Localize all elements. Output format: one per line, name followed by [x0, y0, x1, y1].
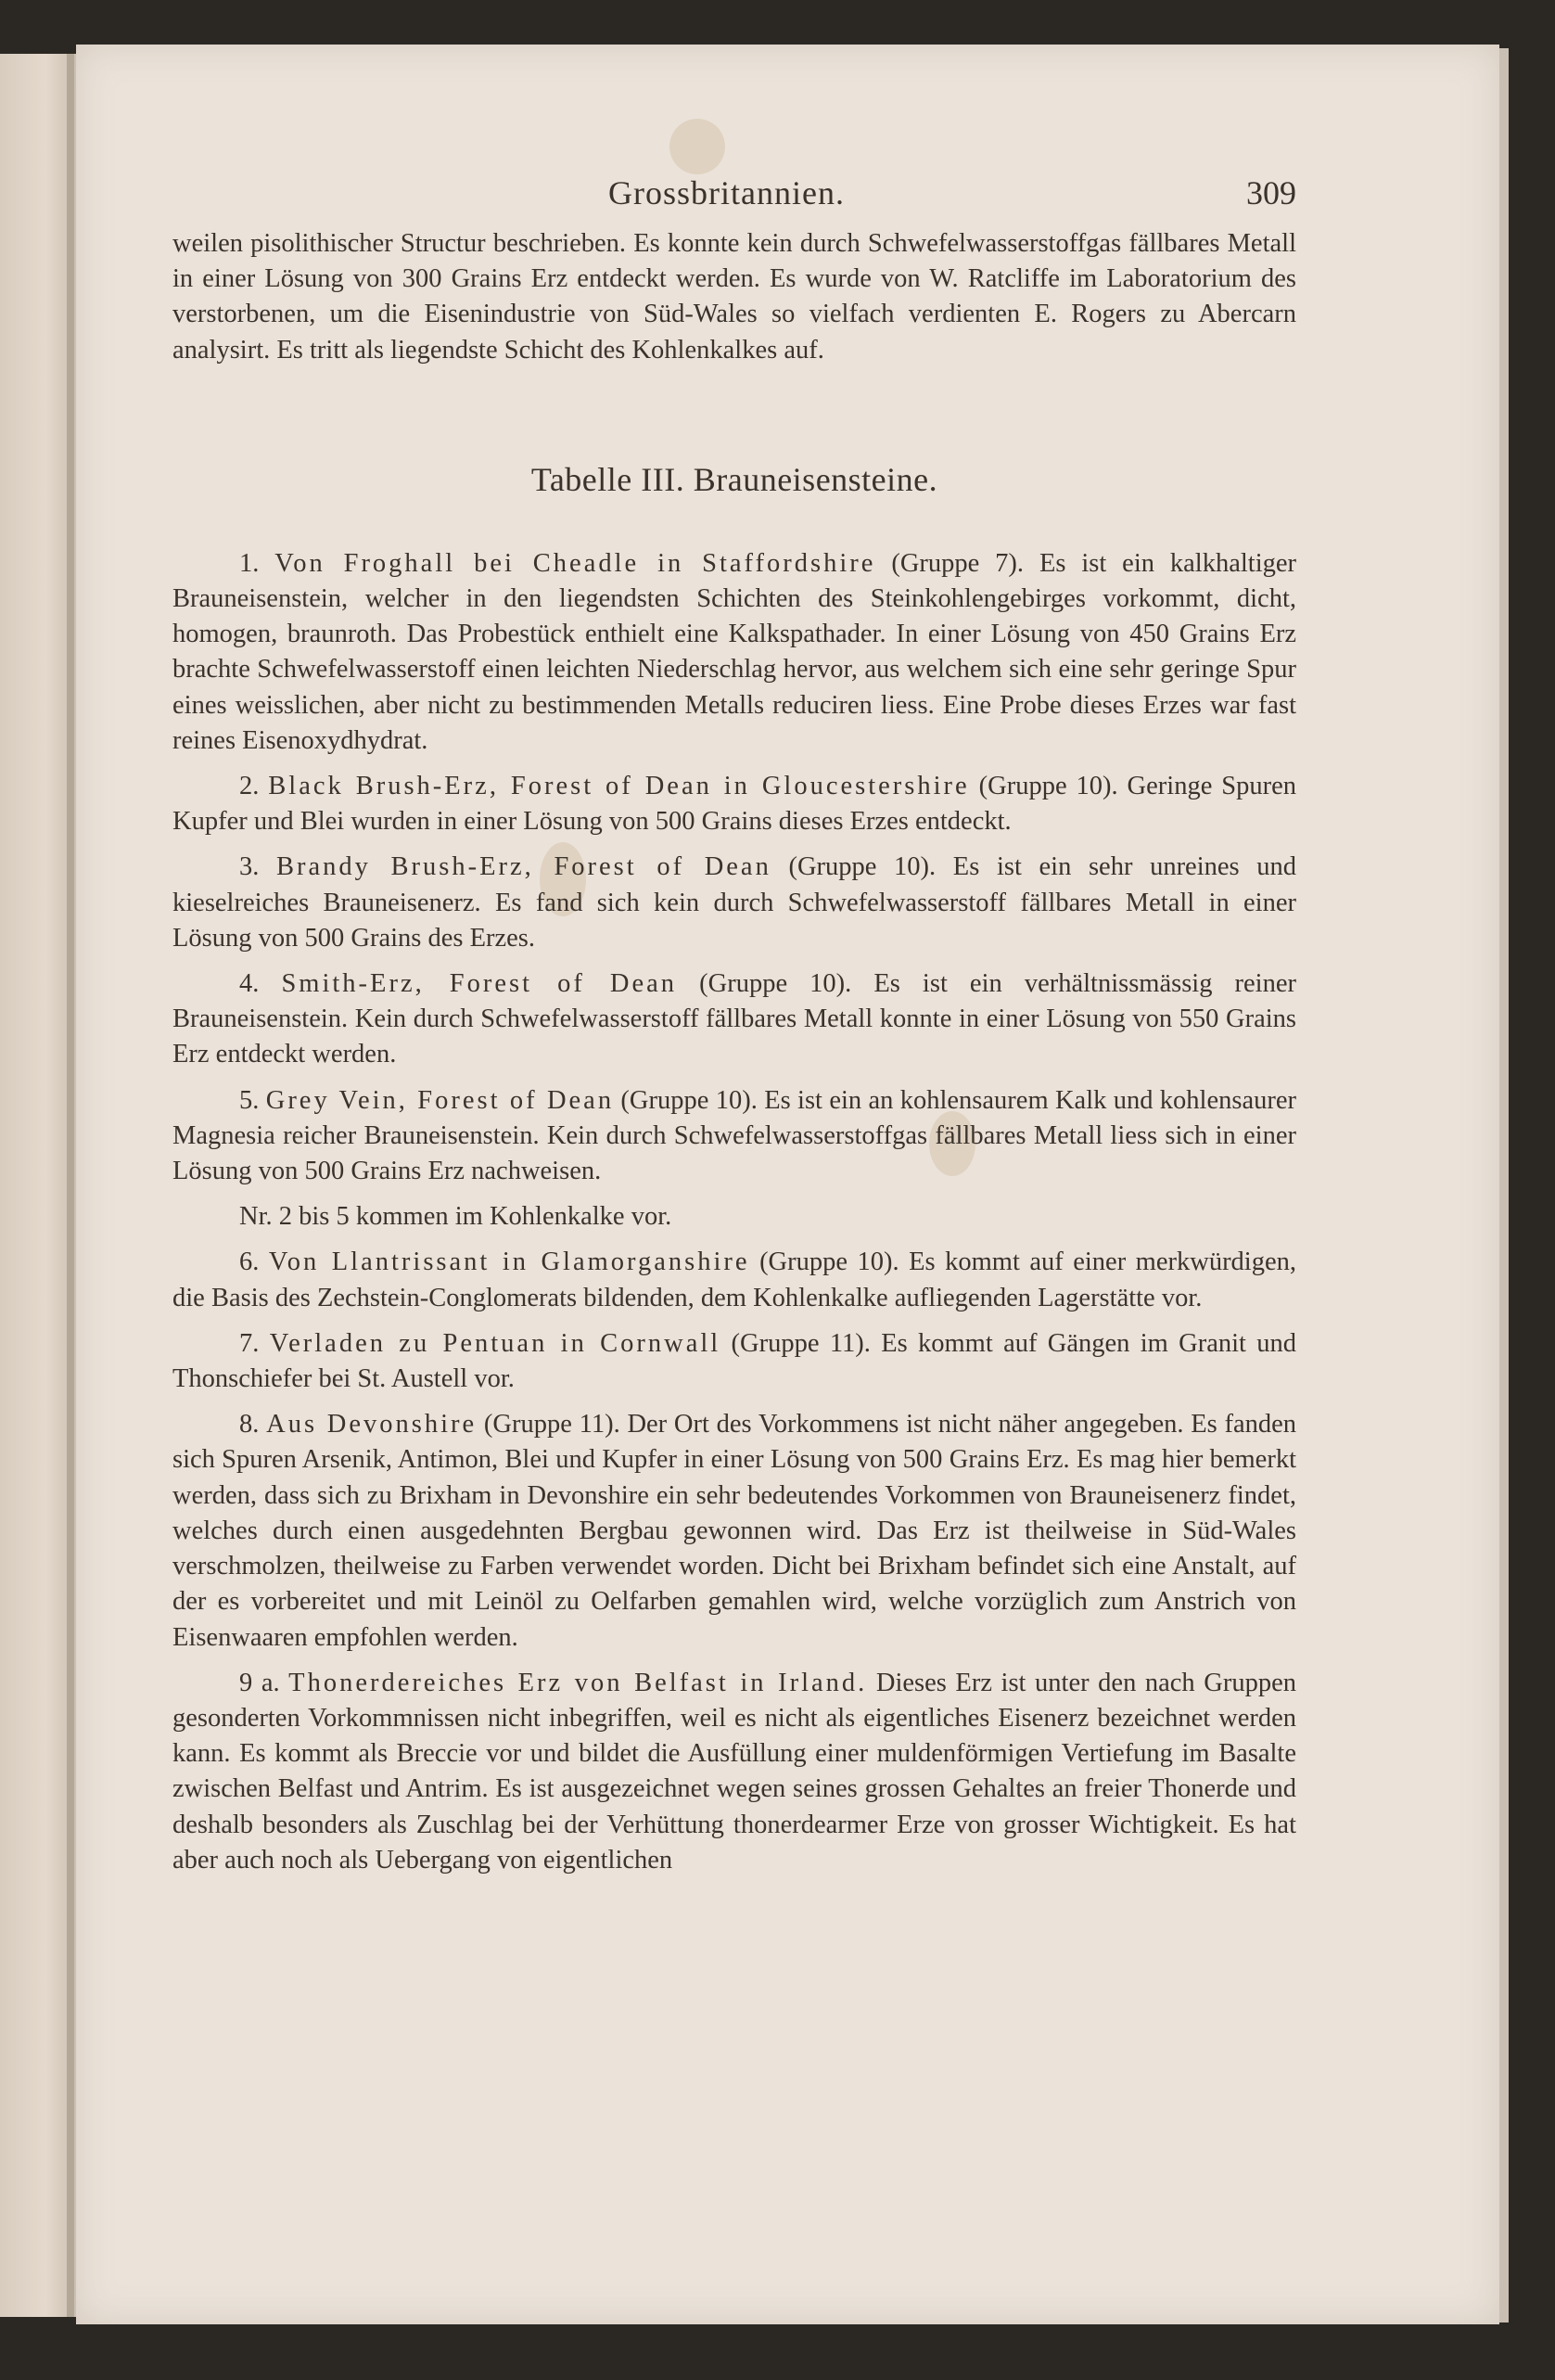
entry-list-2 [172, 1245, 1296, 1877]
entry-text: (Gruppe 10). Es ist ein sehr unreines und kieselreiches Brauneisenerz. Es fand sich kein durch Schwefelwasserstoff fällbares Metall in einer Lösung von 500 Grains des Erzes. [172, 852, 1297, 953]
page-content [172, 174, 1296, 1878]
entry-number: 6. [239, 1248, 269, 1277]
entry-paragraph [172, 1407, 1296, 1655]
running-title: Grossbritannien. [608, 174, 845, 211]
entry-locality: Smith-Erz, Forest of Dean [281, 969, 678, 999]
entry-number: 8. [239, 1410, 267, 1440]
note-paragraph: Nr. 2 bis 5 kommen im Kohlenkalke vor. [239, 1202, 672, 1232]
entry-paragraph [172, 546, 1296, 759]
entry-text: Dieses Erz ist unter den nach Gruppen gesonderten Vorkommnissen nicht inbegriffen, weil es nicht als eigentliches Eisenerz bezeichnet werden kann. Es kommt als Breccie vor und bildet die Ausfüllung einer muldenförmigen Vertiefung im Basalte zwischen Belfast und Antrim. Es ist ausgezeichnet wegen seines grossen Gehaltes an freier Thonerde und deshalb besonders als Zuschlag bei der Verhüttung thonerdearmer Erze von grosser Wichtigkeit. Es hat aber auch noch als Uebergang von eigentlichen [172, 1668, 1296, 1875]
entry-locality: Thonerdereiches Erz von Belfast in Irland. [288, 1668, 868, 1697]
entry-number: 1. [239, 548, 275, 578]
running-header [172, 174, 1296, 211]
entry-list [172, 546, 1296, 1189]
entry-text: (Gruppe 11). Es kommt auf Gängen im Granit und Thonschiefer bei St. Austell vor. [172, 1328, 1297, 1394]
facing-page-edge [67, 54, 74, 2317]
entry-text: (Gruppe 11). Der Ort des Vorkommens ist nicht näher angegeben. Es fanden sich Spuren Arsenik, Antimon, Blei und Kupfer in einer Lösung von 500 Grains Erz. Es mag hier bemerkt werden, dass sich zu Brixham in Devonshire ein sehr bedeutendes Vorkommen von Brauneisenerz findet, welches durch einen ausgedehnten Bergbau gewonnen wird. Das Erz ist theilweise in Süd-Wales verschmolzen, theilweise zu Farben verwendet worden. Dicht bei Brixham befindet sich eine Anstalt, auf der es vorbereitet und mit Leinöl zu Oelfarben gemahlen wird, welche vorzüglich zum Anstrich von Eisenwaaren empfohlen werden. [172, 1410, 1297, 1652]
entry-paragraph [172, 1083, 1296, 1190]
entry-locality: Grey Vein, Forest of Dean [265, 1085, 615, 1115]
entry-locality: Brandy Brush-Erz, Forest of Dean [276, 852, 771, 882]
entry-paragraph [172, 769, 1296, 839]
entry-locality: Von Llantrissant in Glamorganshire [268, 1248, 750, 1277]
intro-paragraph: weilen pisolithischer Structur beschrieben. Es konnte kein durch Schwefelwasserstoffgas fällbares Metall in einer Lösung von 300 Grains Erz entdeckt werden. Es wurde von W. Ratcliffe im Laboratorium des verstorbenen, um die Eisenindustrie von Süd-Wales so vielfach verdienten E. Rogers zu Abercarn analysirt. Es tritt als liegendste Schicht des Kohlenkalkes auf. [172, 229, 1296, 365]
entry-paragraph [172, 1666, 1296, 1878]
entry-number: 5. [239, 1085, 266, 1115]
entry-text: (Gruppe 10). Es ist ein verhältnissmässig reiner Brauneisenstein. Kein durch Schwefelwasserstoff fällbares Metall konnte in einer Lösung von 550 Grains Erz entdeckt werden. [172, 969, 1296, 1069]
entry-number: 3. [239, 852, 277, 882]
entry-locality: Verladen zu Pentuan in Cornwall [269, 1328, 721, 1358]
entry-locality: Von Froghall bei Cheadle in Staffordshire [274, 548, 876, 578]
entry-number: 7. [239, 1328, 270, 1358]
entry-text: (Gruppe 10). Es ist ein an kohlensaurem Kalk und kohlensaurer Magnesia reicher Brauneisenstein. Kein durch Schwefelwasserstoffgas fällbares Metall liess sich in einer Lösung von 500 Grains Erz nachweisen. [172, 1085, 1296, 1186]
entry-paragraph [172, 1245, 1296, 1315]
entry-text: (Gruppe 10). Geringe Spuren Kupfer und Blei wurden in einer Lösung von 500 Grains dieses Erzes entdeckt. [172, 772, 1296, 837]
entry-paragraph [172, 966, 1296, 1073]
entry-number: 2. [239, 772, 269, 801]
section-title: Tabelle III. Brauneisensteine. [530, 460, 938, 498]
entry-text: (Gruppe 10). Es kommt auf einer merkwürdigen, die Basis des Zechstein-Conglomerats bildenden, dem Kohlenkalke aufliegenden Lagerstätte vor. [172, 1248, 1297, 1312]
page-edge [1499, 48, 1509, 2322]
facing-page [0, 54, 76, 2317]
entry-locality: Black Brush-Erz, Forest of Dean in Gloucestershire [268, 772, 970, 801]
entry-text: (Gruppe 7). Es ist ein kalkhaltiger Brauneisenstein, welcher in den liegendsten Schichten des Steinkohlengebirges vorkommt, dicht, homogen, braunroth. Das Probestück enthielt eine Kalkspathader. In einer Lösung von 450 Grains Erz brachte Schwefelwasserstoff einen leichten Niederschlag hervor, aus welchem sich eine sehr geringe Spur eines weisslichen, aber nicht zu bestimmenden Metalls reduciren liess. Eine Probe dieses Erzes war fast reines Eisenoxydhydrat. [172, 548, 1297, 755]
entry-locality: Aus Devonshire [266, 1410, 478, 1440]
entry-paragraph [172, 850, 1296, 956]
page-number: 309 [1246, 174, 1296, 211]
entry-number: 9 a. [239, 1668, 289, 1697]
paper-stain [669, 119, 725, 174]
entry-number: 4. [239, 969, 282, 999]
entry-paragraph [172, 1326, 1296, 1397]
